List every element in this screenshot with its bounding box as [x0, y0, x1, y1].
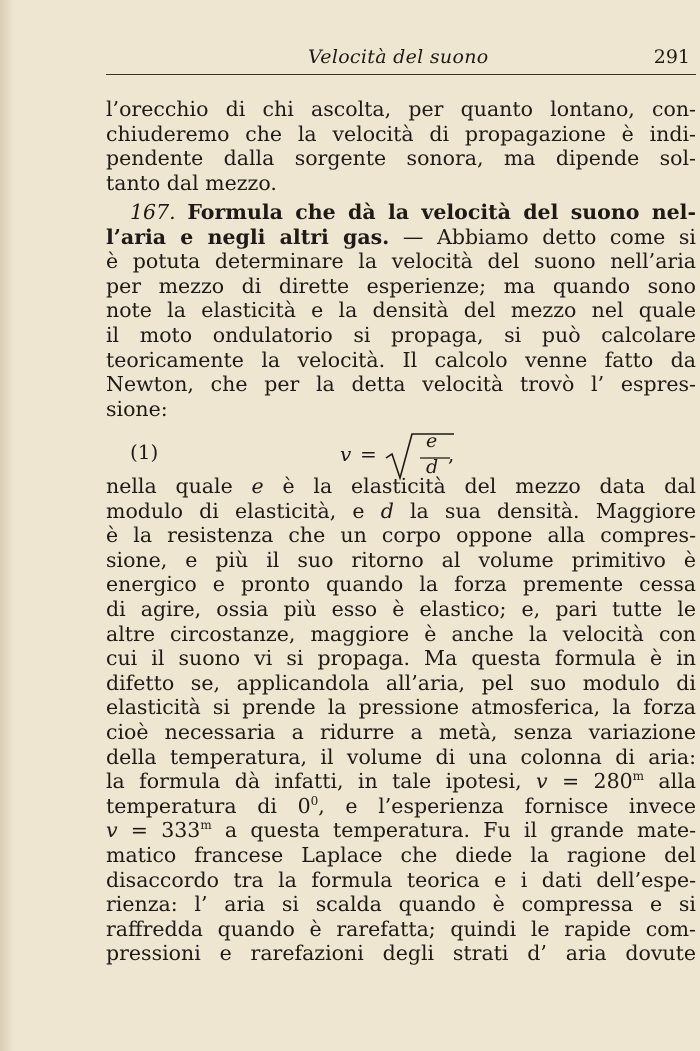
formula-comma: ,: [448, 442, 455, 466]
text-line: Newton, che per la detta velocità trovò l’ espres-: [106, 372, 696, 397]
text-line: sione, e più il suo ritorno al volume primitivo è: [106, 547, 696, 572]
text-line: tanto dal mezzo.: [106, 170, 277, 195]
text-line: l’orecchio di chi ascolta, per quanto lontano, con-: [106, 97, 696, 121]
text-line: cioè necessaria a ridurre a metà, senza variazione: [106, 719, 696, 744]
equation-label: (1): [130, 440, 159, 464]
text-line: note la elasticità e la densità del mezzo nel quale: [106, 298, 696, 323]
running-header: [106, 44, 696, 75]
text-line: di agire, ossia più esso è elastico; e, pari tutte le: [106, 596, 696, 621]
text-line: chiuderemo che la velocità di propagazione è indi-: [106, 121, 696, 146]
text-line: [106, 769, 696, 794]
text-run: alla: [644, 769, 696, 794]
text-line: è la resistenza che un corpo oppone alla compres-: [106, 523, 696, 548]
text-line: sione:: [106, 396, 168, 421]
page-number: 291: [653, 46, 690, 68]
speed-value: = 333: [117, 818, 201, 843]
section-number: 167.: [130, 200, 176, 224]
var-v: v: [535, 769, 548, 794]
text-run: è la elasticità del mezzo data dal: [263, 474, 696, 498]
text-line: altre circostanze, maggiore è anche la velocità con: [106, 621, 696, 646]
text-run: a questa temperatura. Fu il grande mate-: [211, 818, 696, 843]
formula-lhs: v: [340, 442, 352, 466]
section-title-a: Formula che dà la velocità del suono nel-: [187, 200, 696, 224]
speed-value: = 280: [547, 769, 633, 794]
unit-meters: m: [200, 818, 212, 833]
text-run: modulo di elasticità, e: [106, 498, 381, 523]
text-line: energico e pronto quando la forza premente cessa: [106, 572, 696, 597]
section-heading-line: [106, 200, 696, 225]
text-line: della temperatura, il volume di una colonna di aria:: [106, 744, 696, 769]
paragraph-1: [106, 97, 696, 195]
running-title: Velocità del suono: [308, 46, 489, 68]
unit-meters: m: [632, 769, 645, 784]
text-line: teoricamente la velocità. Il calcolo venne fatto da: [106, 347, 696, 372]
text-run: temperatura di 0: [106, 793, 311, 818]
text-line: il moto ondulatorio si propaga, si può calcolare: [106, 322, 696, 347]
text-run: , e l’esperienza fornisce invece: [318, 793, 696, 818]
degree-mark: 0: [310, 793, 319, 808]
formula-equals: =: [360, 442, 377, 466]
page-edge: [0, 0, 14, 1051]
text-line: per mezzo di dirette esperienze; ma quando sono: [106, 273, 696, 298]
text-line: cui il suono vi si propaga. Ma questa formula è in: [106, 646, 696, 671]
text-line: elasticità si prende la pressione atmosferica, la forza: [106, 695, 696, 720]
paragraph-3: [106, 474, 696, 966]
text-line: difetto se, applicandola all’aria, pel suo modulo di: [106, 670, 696, 695]
var-v: v: [106, 818, 118, 843]
section-167: [106, 200, 696, 421]
text-line: matico francese Laplace che diede la ragione del: [106, 842, 696, 867]
text-line: [106, 499, 696, 524]
section-heading-line: [106, 225, 696, 250]
text-line: [106, 794, 696, 819]
text-run: la sua densità. Maggiore: [393, 498, 696, 523]
formula-numerator: e: [426, 430, 438, 452]
text-line: pendente dalla sorgente sonora, ma dipende sol-: [106, 146, 696, 171]
text-run: nella quale: [106, 474, 252, 498]
text-line: pressioni e rarefazioni degli strati d’ aria dovute: [106, 941, 696, 966]
formula-denominator: d: [426, 456, 439, 478]
var-e: e: [251, 474, 264, 498]
text-line: è potuta determinare la velocità del suono nell’aria: [106, 249, 696, 274]
var-d: d: [380, 498, 394, 523]
text-line: rienza: l’ aria si scalda quando è compressa e si: [106, 892, 696, 917]
text-line: raffredda quando è rarefatta; quindi le rapide com-: [106, 916, 696, 941]
text-line: disaccordo tra la formula teorica e i dati dell’espe-: [106, 867, 696, 892]
section-title-b: l’aria e negli altri gas.: [106, 224, 390, 249]
text-line: [106, 474, 696, 499]
text-line: [106, 818, 696, 843]
section-intro: — Abbiamo detto come si: [389, 224, 696, 249]
text-run: la formula dà infatti, in tale ipotesi,: [106, 769, 536, 794]
